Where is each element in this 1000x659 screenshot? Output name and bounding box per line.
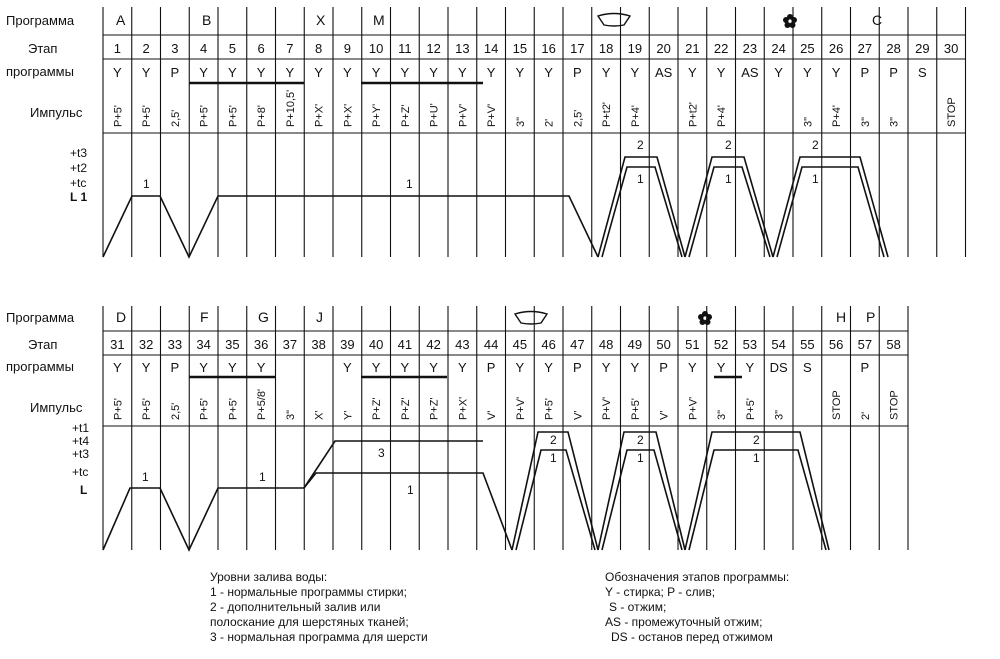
bottom-impulse-label: Импульс xyxy=(30,400,83,415)
stage-type: Y xyxy=(371,65,381,80)
stage-type: Y xyxy=(228,360,237,375)
stage-number: 3 xyxy=(171,41,179,56)
stage-impulse: 3" xyxy=(716,409,729,420)
stage-impulse: 3" xyxy=(888,116,901,127)
stage-number: 14 xyxy=(483,41,499,56)
stage-number: 52 xyxy=(713,337,729,352)
level-curve xyxy=(103,196,598,257)
stage-type: Y xyxy=(141,360,151,375)
stage-type: Y xyxy=(343,360,352,375)
stage-number: 21 xyxy=(685,41,700,56)
stage-number: 5 xyxy=(228,41,236,56)
stage-type: Y xyxy=(630,360,640,375)
stage-impulse: 2,5' xyxy=(169,109,182,127)
stage-type: AS xyxy=(741,65,759,80)
stage-number: 11 xyxy=(398,41,412,56)
stage-impulse: 2' xyxy=(859,411,872,420)
stage-number: 9 xyxy=(343,41,351,56)
stage-number: 22 xyxy=(713,41,729,56)
top-program-letter: M xyxy=(373,12,385,28)
stage-type: P xyxy=(860,360,870,375)
stage-type: Y xyxy=(400,360,410,375)
stage-number: 27 xyxy=(857,41,873,56)
stage-type: P xyxy=(573,65,582,80)
stage-type: Y xyxy=(400,65,410,80)
stage-number: 38 xyxy=(311,337,326,352)
stage-type: Y xyxy=(515,65,525,80)
stage-number: 25 xyxy=(800,41,815,56)
stage-impulse: 3" xyxy=(514,116,527,127)
stage-impulse: P+5' xyxy=(112,398,125,420)
stage-number: 42 xyxy=(426,337,441,352)
bottom-stage-grid xyxy=(103,306,908,550)
stage-impulse: P+10,5' xyxy=(284,89,297,127)
stage-number: 16 xyxy=(541,41,556,56)
stage-type: Y xyxy=(601,360,611,375)
top-level-numbers xyxy=(143,138,819,191)
level-number: 1 xyxy=(637,172,644,186)
stage-impulse: P+8' xyxy=(256,105,269,127)
stage-number: 50 xyxy=(656,337,671,352)
stage-impulse: P+t2' xyxy=(687,101,700,127)
level-curve xyxy=(689,450,826,550)
stage-impulse: 3" xyxy=(284,409,297,420)
stage-type: Y xyxy=(343,65,352,80)
stage-type: Y xyxy=(199,360,208,375)
stage-type: Y xyxy=(199,65,208,80)
stage-type: P xyxy=(659,360,668,375)
stage-impulse: Y' xyxy=(342,410,355,420)
stage-type: Y xyxy=(256,65,266,80)
top-level-label: L 1 xyxy=(70,190,88,204)
stage-number: 43 xyxy=(455,337,470,352)
stage-type: Y xyxy=(458,65,467,80)
stage-impulse: 2' xyxy=(543,118,556,127)
stage-number: 12 xyxy=(426,41,441,56)
bottom-program-letter: P xyxy=(866,309,876,325)
bottom-stage-label-2: программы xyxy=(6,359,74,374)
top-water-level-curves xyxy=(103,157,888,257)
level-curve xyxy=(304,441,483,488)
level-number: 2 xyxy=(725,138,732,152)
level-curve xyxy=(516,450,595,550)
stage-impulse: V' xyxy=(486,410,499,420)
stage-number: 40 xyxy=(368,337,384,352)
top-stage-label-2: программы xyxy=(6,64,74,79)
stage-number: 4 xyxy=(200,41,208,56)
stage-number: 18 xyxy=(598,41,614,56)
stage-type: Y xyxy=(630,65,640,80)
stage-number: 31 xyxy=(110,337,125,352)
stage-impulse: P+V' xyxy=(601,396,614,420)
stage-type: Y xyxy=(601,65,611,80)
stage-type: Y xyxy=(515,360,525,375)
bottom-program-letter: F xyxy=(200,309,209,325)
level-curve xyxy=(602,450,682,550)
legend-line: Обозначения этапов программы: xyxy=(605,570,790,584)
bottom-program-letter: H xyxy=(836,309,847,325)
stage-type: Y xyxy=(256,360,266,375)
stage-type: Y xyxy=(113,360,122,375)
level-number: 1 xyxy=(725,172,732,186)
legend-line: Уровни залива воды: xyxy=(210,570,328,584)
stage-impulse: P+X' xyxy=(342,103,355,127)
level-number: 1 xyxy=(143,177,150,191)
level-number: 2 xyxy=(637,433,644,447)
level-number: 1 xyxy=(812,172,819,186)
stage-impulse: P+Z' xyxy=(399,397,412,420)
stage-type: P xyxy=(889,65,898,80)
stage-type: Y xyxy=(716,65,726,80)
stage-impulse: P+5' xyxy=(744,398,757,420)
stage-impulse: P+5' xyxy=(543,398,556,420)
top-stage-label-1: Этап xyxy=(28,41,58,56)
stage-number: 55 xyxy=(800,337,815,352)
stage-impulse: P+5' xyxy=(141,105,154,127)
level-number: 1 xyxy=(407,483,414,497)
stage-impulse: 2,5' xyxy=(169,402,182,420)
stage-impulse: P+V' xyxy=(514,396,527,420)
stage-type: Y xyxy=(688,360,697,375)
stage-impulse: P+X' xyxy=(457,396,470,420)
legend-line: DS - останов перед отжимом xyxy=(611,630,773,644)
stage-impulse: P+Z' xyxy=(428,397,441,420)
stage-number: 10 xyxy=(368,41,384,56)
stage-type: Y xyxy=(544,360,553,375)
stage-type: Y xyxy=(429,360,438,375)
stage-number: 20 xyxy=(656,41,671,56)
level-number: 1 xyxy=(142,470,149,484)
stage-number: 56 xyxy=(828,337,844,352)
bottom-level-label: +t4 xyxy=(72,434,90,448)
stage-impulse: STOP xyxy=(946,97,959,127)
stage-type: S xyxy=(803,360,812,375)
stage-type: Y xyxy=(745,360,755,375)
stage-type: Y xyxy=(458,360,467,375)
stage-type: Y xyxy=(113,65,122,80)
stage-number: 7 xyxy=(286,41,294,56)
stage-impulse: X' xyxy=(313,410,326,420)
stage-number: 54 xyxy=(771,337,786,352)
stage-type: Y xyxy=(716,360,726,375)
stage-number: 45 xyxy=(512,337,528,352)
bottom-level-label: +t3 xyxy=(72,447,90,461)
stage-impulse: 2,5' xyxy=(572,109,585,127)
stage-number: 58 xyxy=(886,337,901,352)
stage-impulse: 3" xyxy=(859,116,872,127)
bottom-level-label: +t1 xyxy=(72,421,90,435)
legend-line: S - отжим; xyxy=(609,600,667,614)
level-number: 2 xyxy=(753,433,760,447)
stage-impulse: P+5/8' xyxy=(256,388,269,420)
stage-number: 57 xyxy=(857,337,873,352)
stage-impulse: P+Z' xyxy=(371,397,384,420)
stage-number: 30 xyxy=(943,41,959,56)
stage-type: P xyxy=(573,360,582,375)
stage-number: 26 xyxy=(828,41,844,56)
stage-type: Y xyxy=(544,65,553,80)
stage-number: 29 xyxy=(915,41,930,56)
bottom-program-letter: G xyxy=(258,309,269,325)
stage-number: 8 xyxy=(315,41,323,56)
stage-number: 37 xyxy=(282,337,298,352)
top-level-label: +t2 xyxy=(70,161,88,175)
stage-type: Y xyxy=(831,65,841,80)
level-number: 2 xyxy=(550,433,557,447)
stage-number: 32 xyxy=(138,337,154,352)
stage-type: P xyxy=(170,65,180,80)
stage-impulse: 3" xyxy=(802,116,815,127)
level-number: 2 xyxy=(637,138,644,152)
level-number: 1 xyxy=(406,177,413,191)
stage-number: 53 xyxy=(742,337,758,352)
level-number: 1 xyxy=(550,451,557,465)
stage-type: DS xyxy=(769,360,788,375)
stage-impulse: P+5' xyxy=(227,398,240,420)
legend-line: 3 - нормальная программа для шерсти xyxy=(210,630,428,644)
legend-line: 1 - нормальные программы стирки; xyxy=(210,585,407,599)
stage-type: Y xyxy=(314,65,323,80)
stage-number: 47 xyxy=(570,337,585,352)
top-level-label: +tc xyxy=(70,176,87,190)
legend-line: 2 - дополнительный залив или xyxy=(210,600,381,614)
stage-number: 13 xyxy=(455,41,470,56)
stage-type: P xyxy=(860,65,870,80)
stage-impulse: P+5' xyxy=(629,398,642,420)
stage-impulse: STOP xyxy=(831,390,844,420)
stage-number: 28 xyxy=(886,41,901,56)
stage-number: 35 xyxy=(225,337,240,352)
wool-basin-icon xyxy=(515,312,547,325)
legend-line: полоскание для шерстяных тканей; xyxy=(210,615,409,629)
stage-number: 48 xyxy=(598,337,614,352)
stage-impulse: P+U' xyxy=(428,103,441,127)
top-program-letter: C xyxy=(872,12,883,28)
bottom-water-level-curves xyxy=(103,432,829,550)
stage-impulse: P+4' xyxy=(629,105,642,127)
stage-impulse: P+5' xyxy=(227,105,240,127)
bottom-program-label: Программа xyxy=(6,310,75,325)
top-program-letter: X xyxy=(316,12,326,28)
flower-icon xyxy=(783,14,797,28)
stage-type: Y xyxy=(429,65,438,80)
stage-type: S xyxy=(918,65,927,80)
stage-impulse: P+V' xyxy=(486,103,499,127)
wool-basin-icon xyxy=(598,14,630,27)
stage-impulse: P+Y' xyxy=(371,103,384,127)
stage-number: 24 xyxy=(771,41,786,56)
level-number: 1 xyxy=(259,470,266,484)
stage-impulse: P+t2' xyxy=(601,101,614,127)
level-number: 1 xyxy=(637,451,644,465)
stage-number: 19 xyxy=(627,41,643,56)
top-program-letter: A xyxy=(116,12,126,28)
stage-number: 34 xyxy=(196,337,211,352)
bottom-program-letter: D xyxy=(116,309,127,325)
stage-symbols-legend xyxy=(605,570,789,645)
stage-number: 46 xyxy=(541,337,556,352)
legend-line: AS - промежуточный отжим; xyxy=(605,615,763,629)
level-number: 2 xyxy=(812,138,819,152)
stage-number: 39 xyxy=(340,337,355,352)
stage-impulse: 3" xyxy=(773,409,786,420)
stage-type: Y xyxy=(228,65,237,80)
stage-number: 51 xyxy=(685,337,700,352)
stage-type: P xyxy=(170,360,180,375)
stage-impulse: V' xyxy=(658,410,671,420)
stage-impulse: P+X' xyxy=(313,103,326,127)
stage-number: 2 xyxy=(142,41,150,56)
stage-impulse: P+4' xyxy=(716,105,729,127)
stage-number: 23 xyxy=(742,41,758,56)
stage-number: 49 xyxy=(627,337,643,352)
bottom-program-letter: J xyxy=(316,309,323,325)
stage-type: Y xyxy=(371,360,381,375)
stage-impulse: P+5' xyxy=(141,398,154,420)
stage-type: Y xyxy=(285,65,295,80)
top-program-letter: B xyxy=(202,12,212,28)
water-level-legend xyxy=(210,570,428,645)
stage-type: P xyxy=(486,360,496,375)
stage-type: Y xyxy=(774,65,783,80)
level-number: 3 xyxy=(378,446,385,460)
stage-impulse: P+5' xyxy=(198,105,211,127)
stage-impulse: P+Z' xyxy=(399,104,412,127)
stage-type: Y xyxy=(486,65,496,80)
stage-impulse: V' xyxy=(572,410,585,420)
bottom-level-label: +tc xyxy=(72,465,89,479)
stage-impulse: P+4' xyxy=(831,105,844,127)
flower-icon xyxy=(698,311,712,325)
bottom-level-label: L xyxy=(80,483,88,497)
stage-type: Y xyxy=(803,65,812,80)
top-impulse-label: Импульс xyxy=(30,105,83,120)
stage-impulse: STOP xyxy=(888,390,901,420)
top-program-label: Программа xyxy=(6,13,75,28)
bottom-stage-label-1: Этап xyxy=(28,337,58,352)
stage-number: 33 xyxy=(167,337,183,352)
level-curve xyxy=(103,473,512,550)
stage-number: 1 xyxy=(113,41,121,56)
stage-number: 44 xyxy=(483,337,499,352)
stage-number: 36 xyxy=(253,337,269,352)
stage-impulse: P+5' xyxy=(198,398,211,420)
stage-impulse: P+5' xyxy=(112,105,125,127)
stage-number: 41 xyxy=(397,337,413,352)
stage-type: Y xyxy=(141,65,151,80)
stage-number: 6 xyxy=(257,41,265,56)
level-number: 1 xyxy=(753,451,760,465)
stage-impulse: P+V' xyxy=(457,103,470,127)
stage-number: 15 xyxy=(512,41,528,56)
stage-type: AS xyxy=(654,65,673,80)
stage-number: 17 xyxy=(570,41,585,56)
stage-type: Y xyxy=(688,65,697,80)
top-level-label: +t3 xyxy=(70,146,88,160)
stage-impulse: P+V' xyxy=(687,396,700,420)
legend-line: Y - стирка; P - слив; xyxy=(605,585,716,599)
